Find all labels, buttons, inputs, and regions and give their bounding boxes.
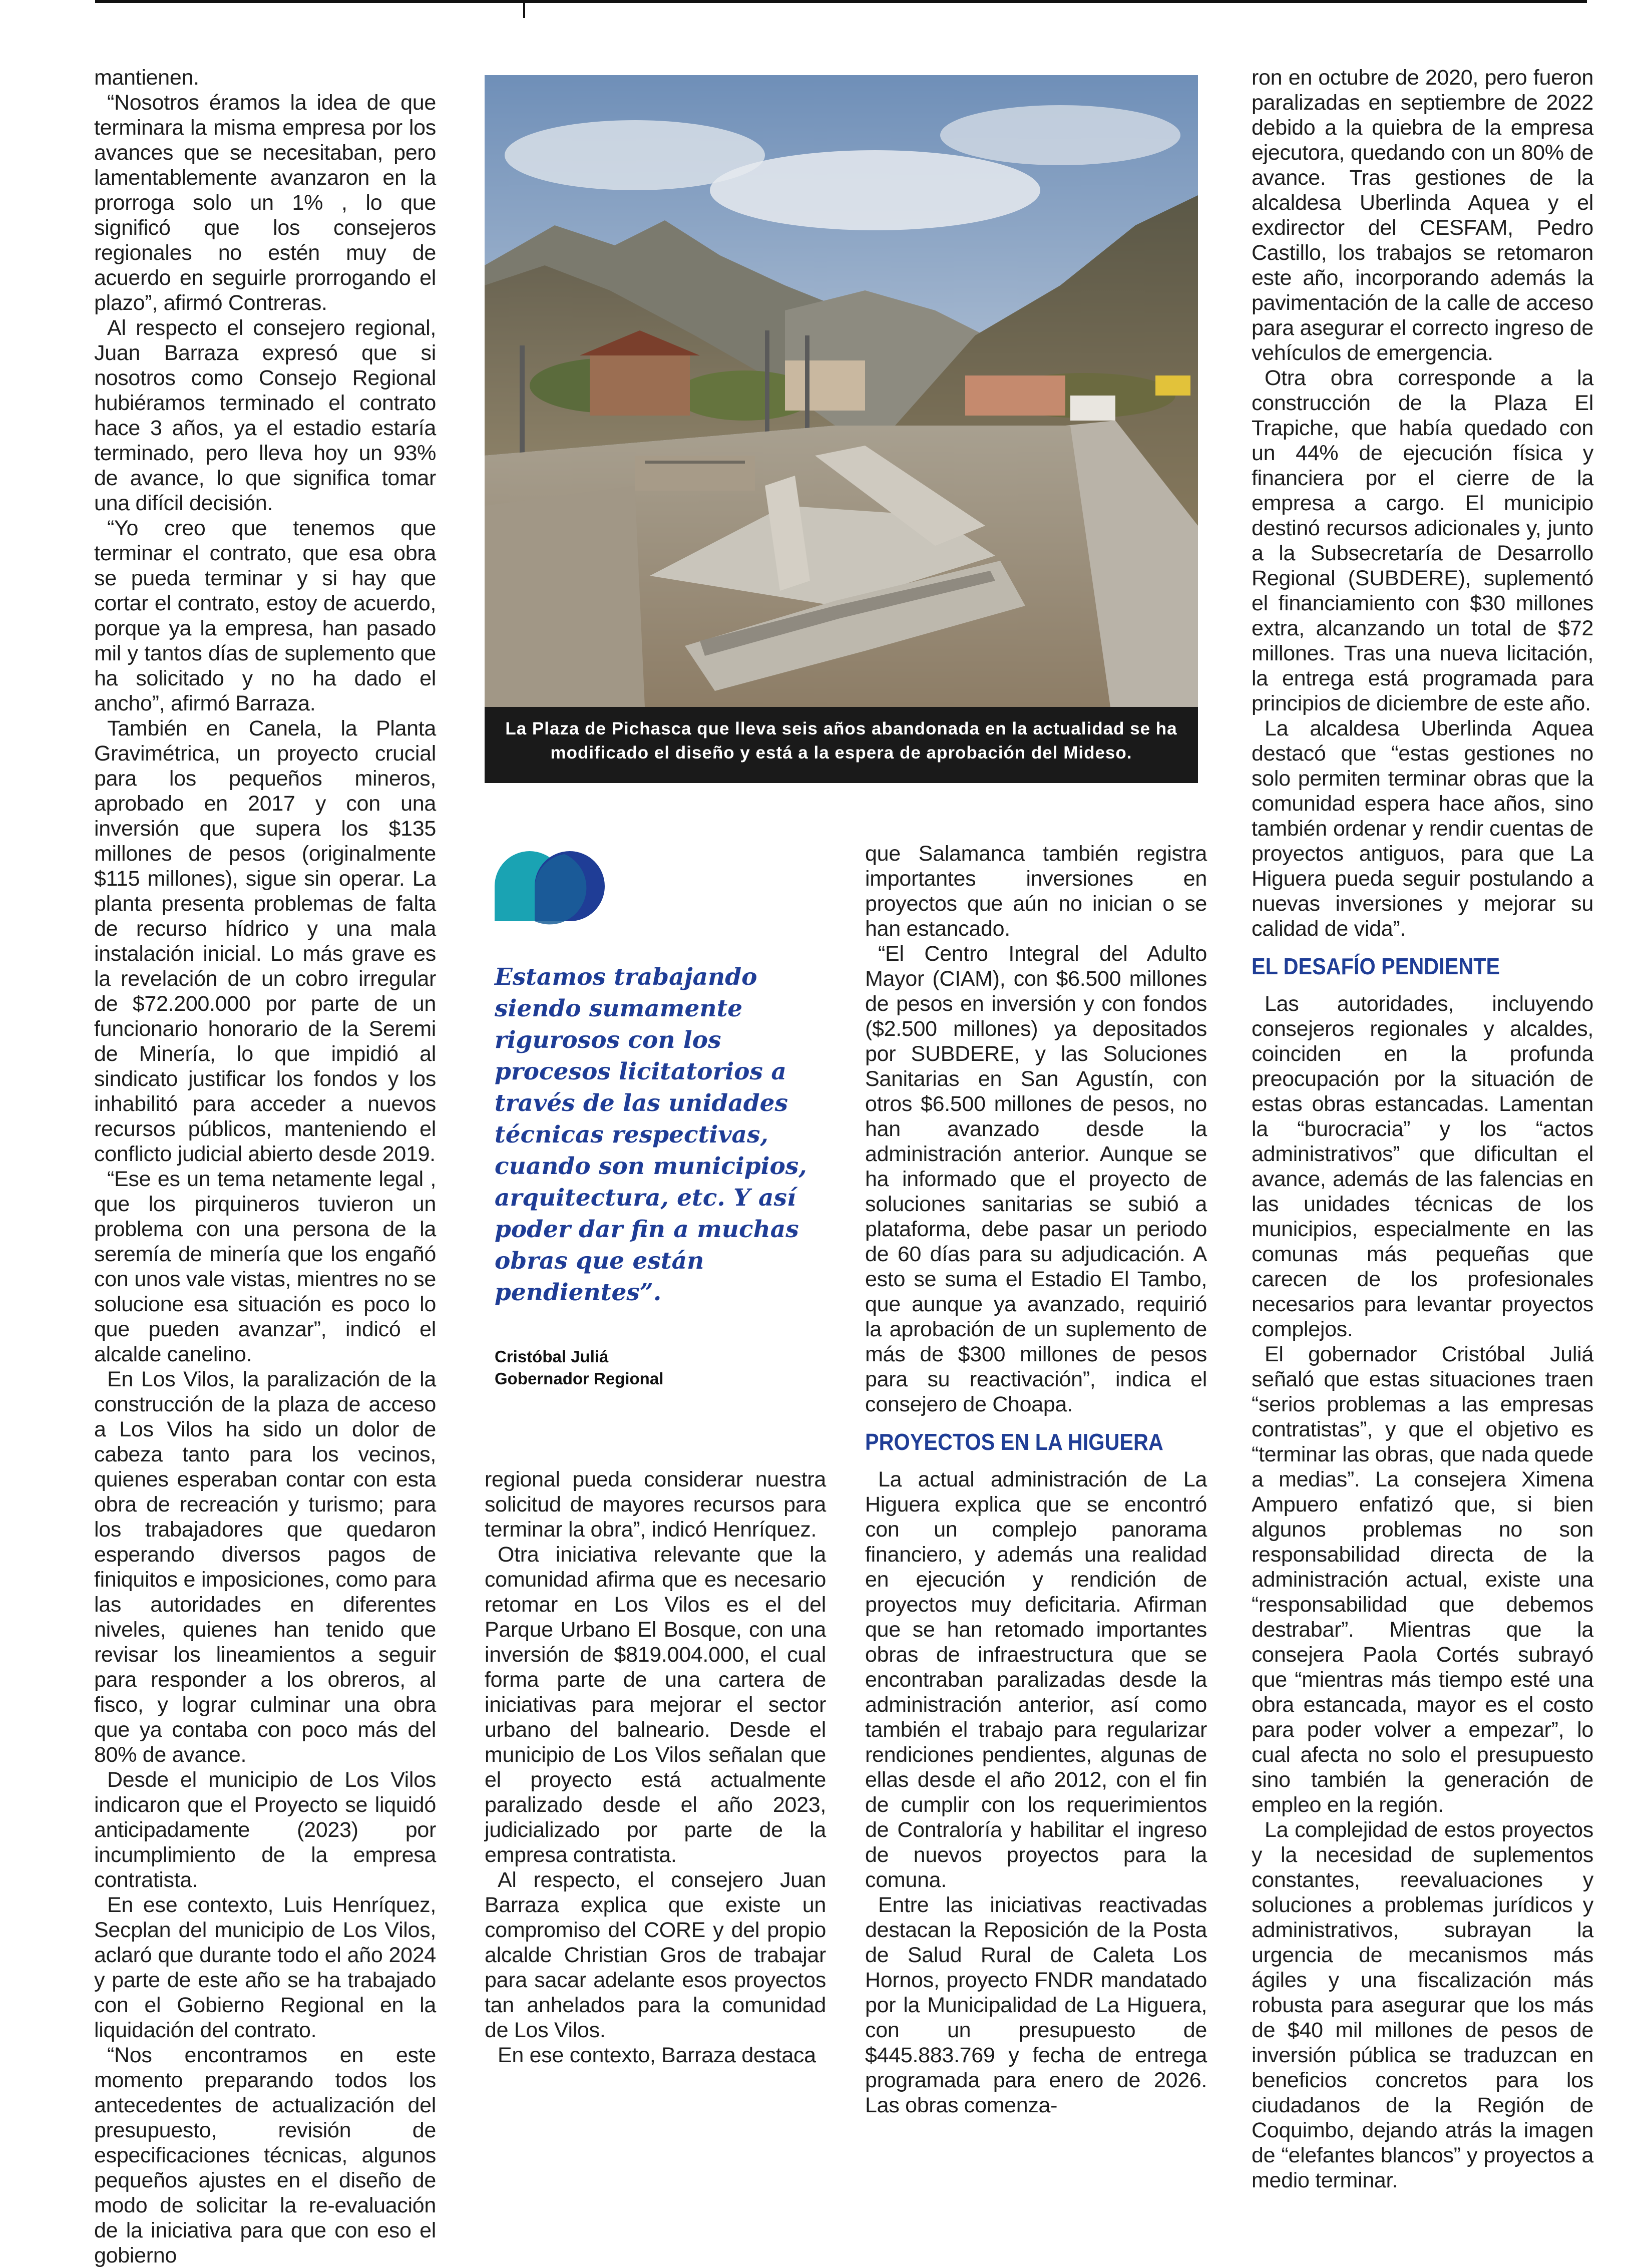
paragraph: “Nos encontramos en este momento preparando todos los antecedentes de actualización del presupuesto, revisión de especificaciones técnicas, algunos pequeños ajustes en el diseño de modo de solicitar la re-evaluación de la iniciativa para que con eso el gobierno [94, 2043, 436, 2267]
paragraph: “Yo creo que tenemos que terminar el contrato, que esa obra se pueda terminar y si hay que cortar el contrato, estoy de acuerdo, porque ya la empresa, han pasado mil y tantos días de suplemento que ha solicitado y no ha dado el ancho”, afirmó Barraza. [94, 516, 436, 715]
quote-author-name: Cristóbal Juliá [495, 1347, 609, 1366]
paragraph: También en Canela, la Planta Gravimétrica, un proyecto crucial para los pequeños mineros, aprobado en 2017 y con una inversión que supera los $135 millones de pesos (originalmente $115 millones), sigue sin operar. La planta presenta problemas de falta de recurso hídrico y una mala instalación inicial. Lo más grave es la revelación de un cobro irregular de $72.200.000 por parte de un funcionario honorario de la Seremi de Minería, lo que impidió al sindicato justificar los fondos y los inhabilitó para acceder a nuevos recursos públicos, manteniendo el conflicto judicial abierto desde 2019. [94, 716, 436, 1166]
paragraph: Al respecto, el consejero Juan Barraza explica que existe un compromiso del CORE y del propio alcalde Christian Gros de trabajar para sacar adelante esos proyectos tan anhelados para la comunidad de Los Vilos. [485, 1868, 826, 2042]
paragraph: En ese contexto, Luis Henríquez, Secplan del municipio de Los Vilos, aclaró que durante todo el año 2024 y parte de este año se ha trabajado con el Gobierno Regional en la liquidación del contrato. [94, 1893, 436, 2042]
paragraph: ron en octubre de 2020, pero fueron paralizadas en septiembre de 2022 debido a la quiebra de la empresa ejecutora, quedando con un 80% de avance. Tras gestiones de la alcaldesa Uberlinda Aquea y el exdirector del CESFAM, Pedro Castillo, los trabajos se retomaron este año, incorporando además la pavimentación de la calle de acceso para asegurar el correcto ingreso de vehículos de emergencia. [1252, 66, 1593, 365]
section-heading-desafio: EL DESAFÍO PENDIENTE [1252, 953, 1500, 979]
article-column-3 [865, 841, 1207, 2117]
section-heading-la-higuera: PROYECTOS EN LA HIGUERA [865, 1429, 1163, 1455]
paragraph: Al respecto el consejero regional, Juan Barraza expresó que si nosotros como Consejo Regional hubiéramos terminado el contrato hace 3 años, ya el estadio estaría terminado, pero lleva hoy un 93% de avance, lo que significa tomar una difícil decisión. [94, 316, 436, 515]
article-column-4 [1252, 65, 1593, 2192]
top-rule-tick [523, 0, 525, 18]
photo-caption: La Plaza de Pichasca que lleva seis años abandonada en la actualidad se ha modificado el diseño y está a la espera de aprobación del Mideso. [485, 707, 1198, 783]
article-column-2 [485, 1467, 826, 2067]
paragraph: Otra iniciativa relevante que la comunidad afirma que es necesario retomar en Los Vilos es el del Parque Urbano El Bosque, con una inversión de $819.004.000, el cual forma parte de una cartera de iniciativas para mejorar el sector urbano del balneario. Desde el municipio de Los Vilos señalan que el proyecto está actualmente paralizado desde el año 2023, judicializado por parte de la empresa contratista. [485, 1543, 826, 1867]
top-rule [95, 0, 1587, 3]
article-column-1 [94, 65, 436, 2267]
quote-text: Estamos trabajando siendo sumamente rigurosos con los procesos licitatorios a través de las unidades técnicas respectivas, cuando son municipios, arquitectura, etc. Y así poder dar fin a muchas obras que están pendientes”. [495, 963, 807, 1306]
quote-logo-icon [495, 851, 595, 934]
quote-author-title: Gobernador Regional [495, 1369, 664, 1388]
paragraph: que Salamanca también registra importantes inversiones en proyectos que aún no inician o se han estancado. [865, 842, 1207, 941]
paragraph: La alcaldesa Uberlinda Aquea destacó que “estas gestiones no solo permiten terminar obras que la comunidad espera hace años, sino también ordenar y rendir cuentas de proyectos antiguos, para que La Higuera pueda seguir postulando a nuevas inversiones y mejorar su calidad de vida”. [1252, 716, 1593, 941]
paragraph: “Ese es un tema netamente legal , que los pirquineros tuvieron un problema con una persona de la seremía de minería que los engañó con unos vale vistas, mientres no se solucione esa situación es poco lo que pueden avanzar”, indicó el alcalde canelino. [94, 1167, 436, 1366]
paragraph: Desde el municipio de Los Vilos indicaron que el Proyecto se liquidó anticipadamente (2023) por incumplimiento de la empresa contratista. [94, 1768, 436, 1892]
paragraph: “Nosotros éramos la idea de que terminara la misma empresa por los avances que se necesitaban, pero lamentablemente avanzaron en la prorroga solo un 1% , lo que significó que los consejeros regionales no estén muy de acuerdo en seguirle prorrogando el plazo”, afirmó Contreras. [94, 91, 436, 315]
paragraph: La actual administración de La Higuera explica que se encontró con un complejo panorama financiero, y además una realidad en ejecución y rendición de proyectos muy deficitaria. Afirman que se han retomado importantes obras de infraestructura que se encontraban paralizadas desde la administración anterior, así como también el trabajo para regularizar rendiciones pendientes, algunas de ellas desde el año 2012, con el fin de cumplir con los requerimientos de Contraloría y habilitar el ingreso de nuevos proyectos para la comuna. [865, 1467, 1207, 1892]
paragraph: La complejidad de estos proyectos y la necesidad de suplementos constantes, reevaluaciones y soluciones a problemas jurídicos y administrativos, subrayan la urgencia de mecanismos más ágiles y una fiscalización más robusta para asegurar que los más de $40 mil millones de pesos de inversión pública se traduzcan en beneficios concretos para los ciudadanos de la Región de Coquimbo, dejando atrás la imagen de “elefantes blancos” y proyectos a medio terminar. [1252, 1818, 1593, 2192]
paragraph: En ese contexto, Barraza destaca [498, 2043, 816, 2067]
pull-quote [485, 831, 835, 1442]
quote-author [495, 1346, 815, 1390]
paragraph: En Los Vilos, la paralización de la construcción de la plaza de acceso a Los Vilos ha sido un dolor de cabeza tanto para los vecinos, quienes esperaban contar con esta obra de recreación y turismo; para los trabajadores que quedaron esperando diversos pagos de finiquitos e imposiciones, como para las autoridades en diferentes niveles, quienes han tenido que revisar los lineamientos a seguir para responder a los obreros, al fisco, y lograr culminar una obra que ya contaba con poco más del 80% de avance. [94, 1367, 436, 1767]
paragraph: regional pueda considerar nuestra solicitud de mayores recursos para terminar la obra”, indicó Henríquez. [485, 1467, 826, 1542]
paragraph: El gobernador Cristóbal Juliá señaló que estas situaciones traen “serios problemas a las empresas contratistas”, y que el objetivo es “terminar las obras, que nada quede a medias”. La consejera Ximena Ampuero enfatizó que, si bien algunos problemas no son responsabilidad directa de la administración actual, existe una “responsabilidad que debemos destrabar”. Mientras que la consejera Paola Cortés subrayó que “mientras más tiempo esté una obra estancada, mayor es el costo para poder volver a empezar”, lo cual afecta no solo el presupuesto sino también la generación de empleo en la región. [1252, 1342, 1593, 1817]
paragraph: Entre las iniciativas reactivadas destacan la Reposición de la Posta de Salud Rural de Caleta Los Hornos, proyecto FNDR mandatado por la Municipalidad de La Higuera, con un presupuesto de $445.883.769 y fecha de entrega programada para enero de 2026. Las obras comenza- [865, 1893, 1207, 2117]
paragraph: Otra obra corresponde a la construcción de la Plaza El Trapiche, que había quedado con un 44% de ejecución física y financiera por el cierre de la empresa a cargo. El municipio destinó recursos adicionales y, junto a la Subsecretaría de Desarrollo Regional (SUBDERE), suplementó el financiamiento con $30 millones extra, alcanzando un total de $72 millones. Tras una nueva licitación, la entrega está programada para principios de diciembre de este año. [1252, 366, 1593, 715]
paragraph: Las autoridades, incluyendo consejeros regionales y alcaldes, coinciden en la profunda preocupación por la situación de estas obras estancadas. Lamentan la “burocracia” y los “actos administrativos” que dificultan el avance, además de las falencias en las unidades técnicas de los municipios, especialmente en las comunas más pequeñas que carecen de los profesionales necesarios para levantar proyectos complejos. [1252, 992, 1593, 1341]
paragraph: mantienen. [94, 66, 199, 90]
paragraph: “El Centro Integral del Adulto Mayor (CIAM), con $6.500 millones de pesos en inversión y con fondos ($2.500 millones) ya depositados por SUBDERE, y las Soluciones Sanitarias en San Agustín, con otros $6.500 millones de pesos, no han avanzado desde la administración anterior. Aunque se ha informado que el proyecto de soluciones sanitarias se subió a plataforma, debe pasar un periodo de 60 días para su adjudicación. A esto se suma el Estadio El Tambo, que aunque ya avanzado, requirió la aprobación de un suplemento de más de $300 millones de pesos para su reactivación”, indica el consejero de Choapa. [865, 942, 1207, 1416]
article-photo [485, 75, 1198, 707]
